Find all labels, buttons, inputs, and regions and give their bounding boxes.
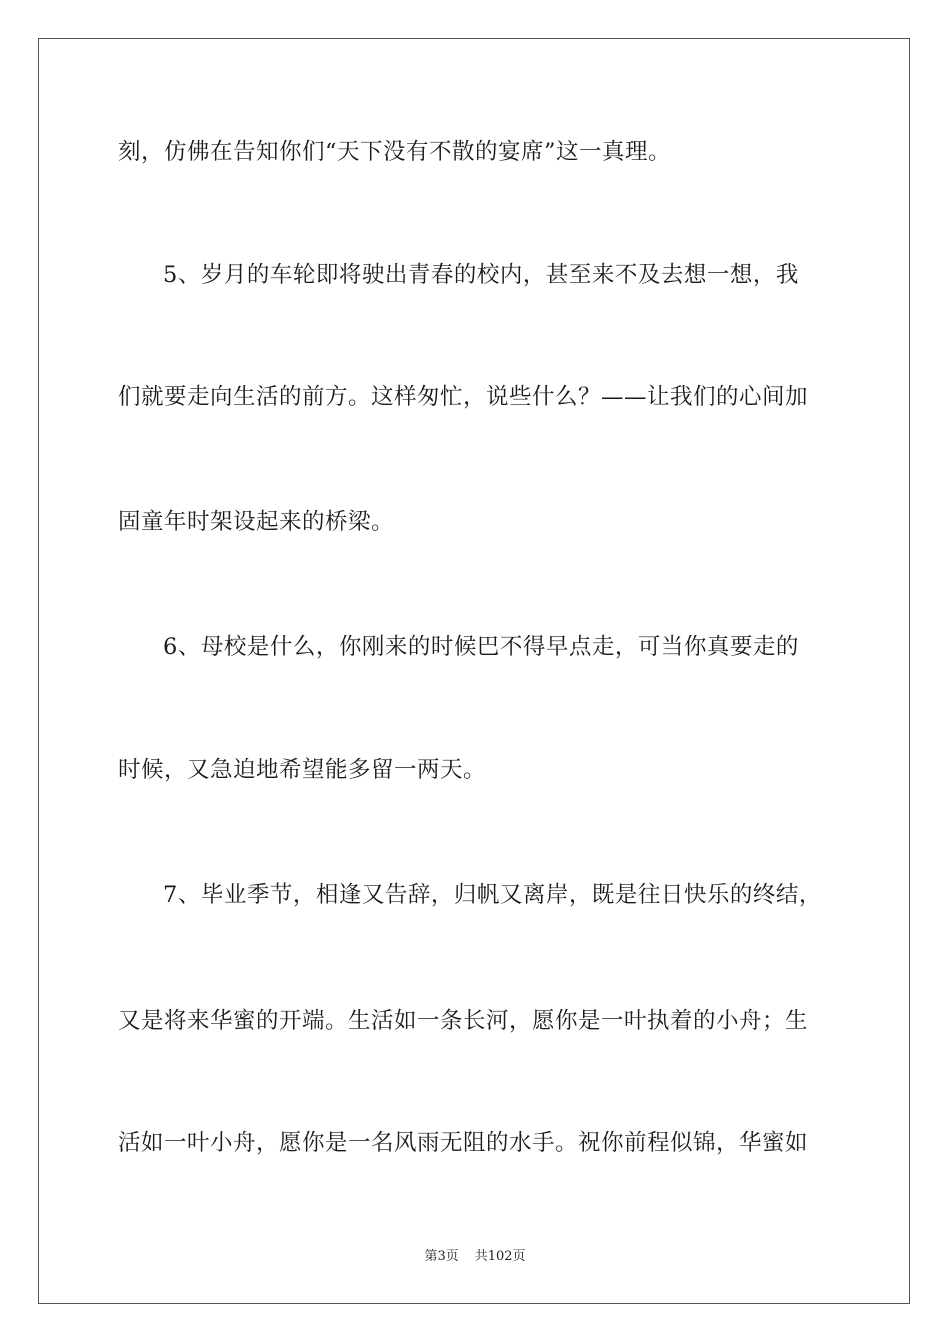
text-line-4: 固童年时架设起来的桥梁。 bbox=[118, 509, 395, 535]
page-number-total: 共102页 bbox=[474, 1249, 526, 1264]
text-line-8: 又是将来华蜜的开端。生活如一条长河，愿你是一叶执着的小舟；生 bbox=[118, 1008, 809, 1034]
text-line-9: 活如一叶小舟，愿你是一名风雨无阻的水手。祝你前程似锦，华蜜如 bbox=[118, 1130, 809, 1156]
text-line-6: 时候，又急迫地希望能多留一两天。 bbox=[118, 757, 487, 783]
page-number-current: 第3页 bbox=[424, 1249, 459, 1264]
text-line-3: 们就要走向生活的前方。这样匆忙，说些什么？——让我们的心间加 bbox=[118, 384, 809, 410]
page-footer bbox=[0, 1248, 950, 1266]
text-line-2: 5、岁月的车轮即将驶出青春的校内，甚至来不及去想一想，我 bbox=[163, 262, 799, 288]
text-line-1: 刻，仿佛在告知你们“天下没有不散的宴席”这一真理。 bbox=[118, 139, 672, 165]
text-line-7: 7、毕业季节，相逢又告辞，归帆又离岸，既是往日快乐的终结， bbox=[163, 882, 822, 908]
page-border bbox=[38, 38, 910, 1304]
text-line-5: 6、母校是什么，你刚来的时候巴不得早点走，可当你真要走的 bbox=[163, 634, 799, 660]
